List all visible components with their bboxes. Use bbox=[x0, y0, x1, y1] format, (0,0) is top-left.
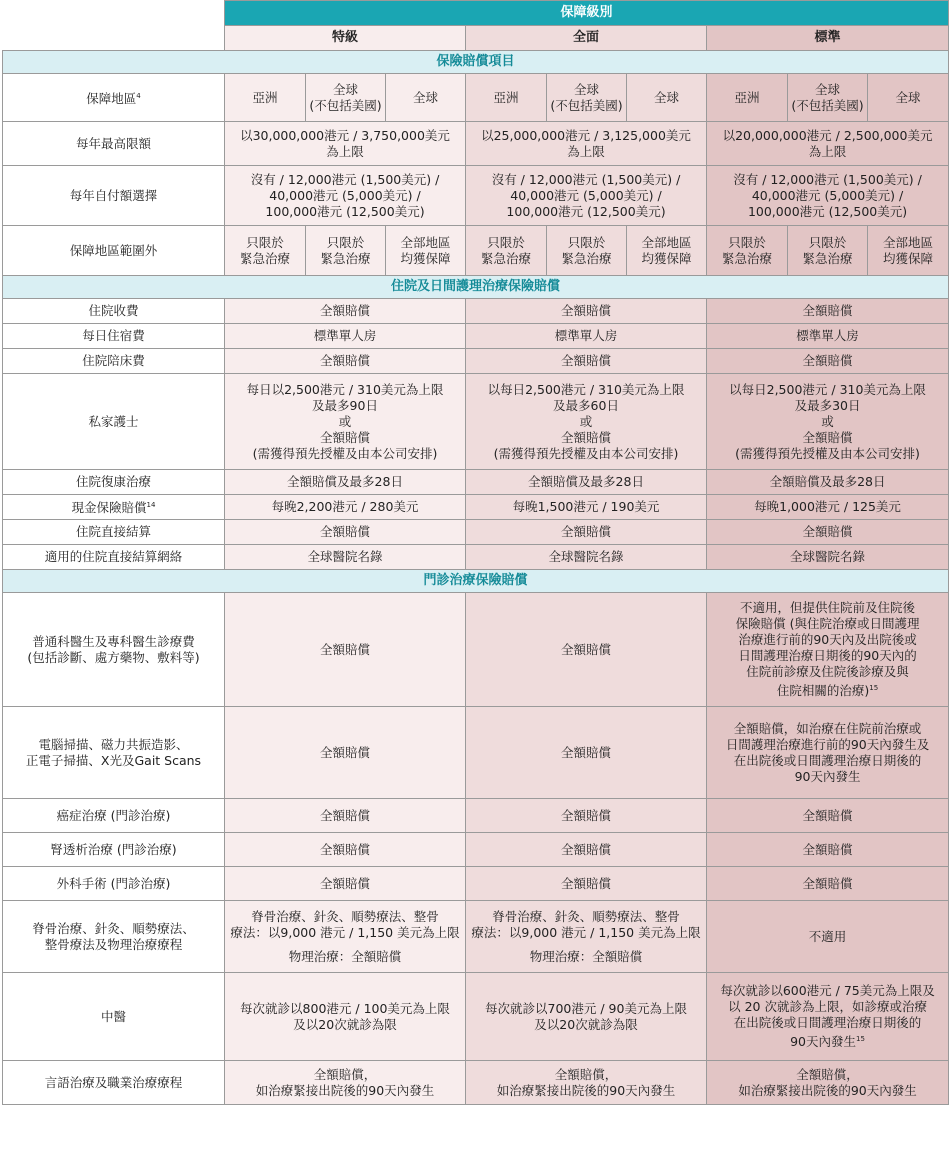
value-cell: 全額賠償 bbox=[466, 520, 707, 545]
value-cell: 全額賠償 bbox=[466, 707, 707, 799]
deductible-premier: 沒有 / 12,000港元 (1,500美元) / 40,000港元 (5,000美元) / 100,000港元 (12,500美元) bbox=[225, 166, 466, 226]
value-cell: 全額賠償及最多28日 bbox=[707, 470, 949, 495]
value-cell: 全額賠償 bbox=[707, 349, 949, 374]
table-row bbox=[3, 520, 949, 545]
value-cell: 全額賠償 bbox=[707, 833, 949, 867]
tcm-standard: 每次就診以600港元 / 75美元為上限及 以 20 次就診為上限，如診療或治療 在出院後或日間護理治療日期後的 90天內發生$^{15}$ bbox=[707, 973, 949, 1061]
value-cell: 全球醫院名錄 bbox=[707, 545, 949, 570]
area-global: 全球 bbox=[627, 74, 707, 122]
outside-emergency: 只限於 緊急治療 bbox=[788, 226, 868, 276]
section-benefit-items: 保險賠償項目 bbox=[3, 51, 949, 74]
value-cell: 標準單人房 bbox=[225, 324, 466, 349]
table-row bbox=[3, 374, 949, 470]
annual-limit-comprehensive: 以25,000,000港元 / 3,125,000美元 為上限 bbox=[466, 122, 707, 166]
annual-limit-standard: 以20,000,000港元 / 2,500,000美元 為上限 bbox=[707, 122, 949, 166]
tier-premier: 特級 bbox=[225, 26, 466, 51]
value-cell: 全額賠償 bbox=[225, 349, 466, 374]
coverage-level-header: 保障級別 bbox=[225, 1, 949, 26]
table-row bbox=[3, 324, 949, 349]
row-label-network: 適用的住院直接結算網絡 bbox=[3, 545, 225, 570]
row-label-deductible: 每年自付額選擇 bbox=[3, 166, 225, 226]
table-row bbox=[3, 901, 949, 973]
area-asia: 亞洲 bbox=[707, 74, 788, 122]
tcm-comprehensive: 每次就診以700港元 / 90美元為上限 及以20次就診為限 bbox=[466, 973, 707, 1061]
table-row bbox=[3, 226, 949, 276]
outside-all-covered: 全部地區 均獲保障 bbox=[386, 226, 466, 276]
value-cell: 標準單人房 bbox=[707, 324, 949, 349]
tcm-premier: 每次就診以800港元 / 100美元為上限 及以20次就診為限 bbox=[225, 973, 466, 1061]
value-cell: 全額賠償 bbox=[707, 867, 949, 901]
area-global-excl-us: 全球 (不包括美國) bbox=[306, 74, 386, 122]
outside-emergency: 只限於 緊急治療 bbox=[225, 226, 306, 276]
table-row bbox=[3, 545, 949, 570]
value-cell: 全額賠償， 如治療緊接出院後的90天內發生 bbox=[466, 1061, 707, 1105]
area-global-excl-us: 全球 (不包括美國) bbox=[788, 74, 868, 122]
table-row bbox=[3, 166, 949, 226]
value-cell: 全額賠償， 如治療緊接出院後的90天內發生 bbox=[707, 1061, 949, 1105]
table-row bbox=[3, 470, 949, 495]
value-cell: 全額賠償 bbox=[225, 520, 466, 545]
value-cell: 全額賠償 bbox=[225, 799, 466, 833]
table-row bbox=[3, 74, 949, 122]
row-label-area: 保障地區$^4$ bbox=[3, 74, 225, 122]
row-label-direct-billing: 住院直接結算 bbox=[3, 520, 225, 545]
value-cell: 全球醫院名錄 bbox=[466, 545, 707, 570]
value-cell: 全額賠償 bbox=[466, 349, 707, 374]
chiro-standard: 不適用 bbox=[707, 901, 949, 973]
table-row bbox=[3, 299, 949, 324]
table-row bbox=[3, 593, 949, 707]
deductible-standard: 沒有 / 12,000港元 (1,500美元) / 40,000港元 (5,000美元) / 100,000港元 (12,500美元) bbox=[707, 166, 949, 226]
cash-comprehensive: 每晚1,500港元 / 190美元 bbox=[466, 495, 707, 520]
outside-all-covered: 全部地區 均獲保障 bbox=[868, 226, 949, 276]
row-label-dialysis: 腎透析治療 (門診治療) bbox=[3, 833, 225, 867]
value-cell: 全球醫院名錄 bbox=[225, 545, 466, 570]
table-row bbox=[3, 1061, 949, 1105]
table-row bbox=[3, 495, 949, 520]
table-row bbox=[3, 973, 949, 1061]
table-row bbox=[3, 799, 949, 833]
value-cell: 全額賠償及最多28日 bbox=[466, 470, 707, 495]
value-cell: 全額賠償 bbox=[225, 867, 466, 901]
value-cell: 全額賠償 bbox=[466, 299, 707, 324]
row-label-tcm: 中醫 bbox=[3, 973, 225, 1061]
chiro-premier: 脊骨治療、針灸、順勢療法、整骨 療法：以9,000 港元 / 1,150 美元為上限 物理治療：全額賠償 bbox=[225, 901, 466, 973]
value-cell: 全額賠償， 如治療緊接出院後的90天內發生 bbox=[225, 1061, 466, 1105]
scan-standard: 全額賠償，如治療在住院前治療或 日間護理治療進行前的90天內發生及 在出院後或日間護理治療日期後的 90天內發生 bbox=[707, 707, 949, 799]
row-label-annual-limit: 每年最高限額 bbox=[3, 122, 225, 166]
value-cell: 全額賠償 bbox=[466, 833, 707, 867]
table-row bbox=[3, 122, 949, 166]
table-row bbox=[3, 707, 949, 799]
value-cell: 全額賠償 bbox=[225, 707, 466, 799]
tier-standard: 標準 bbox=[707, 26, 949, 51]
outside-all-covered: 全部地區 均獲保障 bbox=[627, 226, 707, 276]
header-blank bbox=[3, 1, 225, 26]
value-cell: 全額賠償 bbox=[707, 299, 949, 324]
value-cell: 全額賠償 bbox=[225, 833, 466, 867]
value-cell: 全額賠償 bbox=[225, 593, 466, 707]
value-cell: 全額賠償 bbox=[466, 867, 707, 901]
section-inpatient: 住院及日間護理治療保險賠償 bbox=[3, 276, 949, 299]
chiro-comprehensive: 脊骨治療、針灸、順勢療法、整骨 療法：以9,000 港元 / 1,150 美元為上限 物理治療：全額賠償 bbox=[466, 901, 707, 973]
header-blank bbox=[3, 26, 225, 51]
row-label-cash-benefit: 現金保險賠償$^{14}$ bbox=[3, 495, 225, 520]
row-label-chiro: 脊骨治療、針灸、順勢療法、 整骨療法及物理治療療程 bbox=[3, 901, 225, 973]
value-cell: 全額賠償及最多28日 bbox=[225, 470, 466, 495]
area-asia: 亞洲 bbox=[466, 74, 547, 122]
nurse-premier: 每日以2,500港元 / 310美元為上限 及最多90日 或 全額賠償 (需獲得預先授權及由本公司安排) bbox=[225, 374, 466, 470]
annual-limit-premier: 以30,000,000港元 / 3,750,000美元 為上限 bbox=[225, 122, 466, 166]
row-label-room-fee: 住院收費 bbox=[3, 299, 225, 324]
gp-standard: 不適用，但提供住院前及住院後 保險賠償 (與住院治療或日間護理 治療進行前的90天內及出院後或 日間護理治療日期後的90天內的 住院前診療及住院後診療及與 住院相關的治療)$^{15}$ bbox=[707, 593, 949, 707]
table-row bbox=[3, 349, 949, 374]
row-label-outside-area: 保障地區範圍外 bbox=[3, 226, 225, 276]
deductible-comprehensive: 沒有 / 12,000港元 (1,500美元) / 40,000港元 (5,000美元) / 100,000港元 (12,500美元) bbox=[466, 166, 707, 226]
benefits-table-wrapper bbox=[2, 0, 948, 1105]
value-cell: 全額賠償 bbox=[466, 799, 707, 833]
row-label-gp: 普通科醫生及專科醫生診療費 (包括診斷、處方藥物、敷料等) bbox=[3, 593, 225, 707]
row-label-board: 每日住宿費 bbox=[3, 324, 225, 349]
area-global-excl-us: 全球 (不包括美國) bbox=[547, 74, 627, 122]
row-label-private-nurse: 私家護士 bbox=[3, 374, 225, 470]
tier-comprehensive: 全面 bbox=[466, 26, 707, 51]
area-global: 全球 bbox=[386, 74, 466, 122]
value-cell: 標準單人房 bbox=[466, 324, 707, 349]
value-cell: 全額賠償 bbox=[707, 520, 949, 545]
row-label-rehab: 住院復康治療 bbox=[3, 470, 225, 495]
table-row bbox=[3, 833, 949, 867]
row-label-companion: 住院陪床費 bbox=[3, 349, 225, 374]
nurse-comprehensive: 以每日2,500港元 / 310美元為上限 及最多60日 或 全額賠償 (需獲得預先授權及由本公司安排) bbox=[466, 374, 707, 470]
outside-emergency: 只限於 緊急治療 bbox=[547, 226, 627, 276]
row-label-cancer: 癌症治療 (門診治療) bbox=[3, 799, 225, 833]
benefits-table bbox=[2, 0, 949, 1105]
row-label-scans: 電腦掃描、磁力共振造影、 正電子掃描、X光及Gait Scans bbox=[3, 707, 225, 799]
value-cell: 全額賠償 bbox=[707, 799, 949, 833]
area-global: 全球 bbox=[868, 74, 949, 122]
outside-emergency: 只限於 緊急治療 bbox=[306, 226, 386, 276]
row-label-speech: 言語治療及職業治療療程 bbox=[3, 1061, 225, 1105]
outside-emergency: 只限於 緊急治療 bbox=[707, 226, 788, 276]
nurse-standard: 以每日2,500港元 / 310美元為上限 及最多30日 或 全額賠償 (需獲得預先授權及由本公司安排) bbox=[707, 374, 949, 470]
table-row bbox=[3, 867, 949, 901]
value-cell: 全額賠償 bbox=[225, 299, 466, 324]
value-cell: 全額賠償 bbox=[466, 593, 707, 707]
cash-standard: 每晚1,000港元 / 125美元 bbox=[707, 495, 949, 520]
outside-emergency: 只限於 緊急治療 bbox=[466, 226, 547, 276]
section-outpatient: 門診治療保險賠償 bbox=[3, 570, 949, 593]
cash-premier: 每晚2,200港元 / 280美元 bbox=[225, 495, 466, 520]
row-label-surgery: 外科手術 (門診治療) bbox=[3, 867, 225, 901]
area-asia: 亞洲 bbox=[225, 74, 306, 122]
